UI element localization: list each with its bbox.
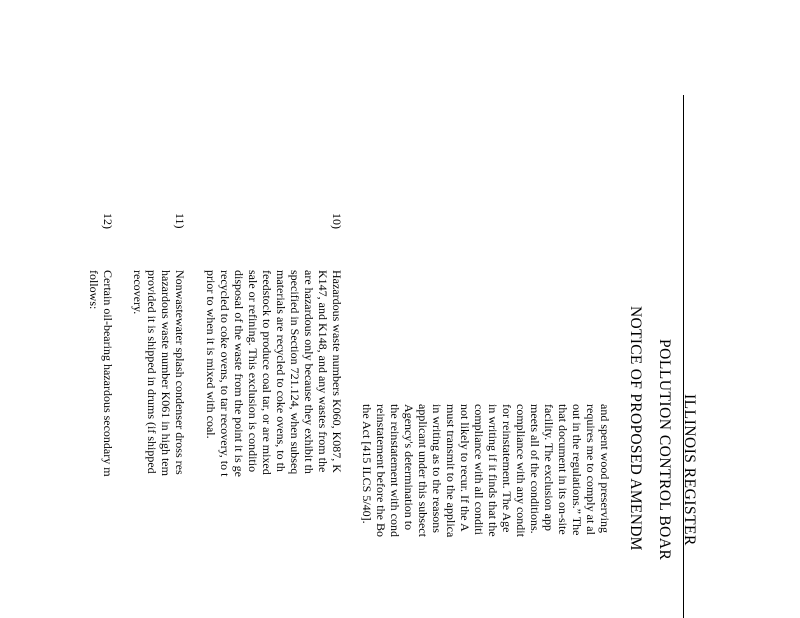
text-line: in writing if it finds that the	[486, 404, 500, 537]
text-line: and spent wood preserving	[598, 404, 612, 533]
text-line: are hazardous only because they exhibit th	[302, 270, 316, 474]
text-line: specified in Section 721.124, when subseq	[288, 270, 302, 475]
text-line: hazardous waste number K061 in high tem	[159, 270, 173, 476]
text-line: requires me to comply at al	[584, 404, 598, 535]
text-line: applicant under this subsect	[416, 404, 430, 537]
text-line: must transmit to the applica	[444, 404, 458, 538]
text-line: Certain oil-bearing hazardous secondary m	[101, 270, 115, 477]
text-line: feedstock to produce coal tar, or are mixed	[260, 270, 274, 475]
text-line: that document in its on-site	[556, 404, 570, 535]
text-line: materials are recycled to coke ovens, to th	[274, 270, 288, 472]
text-line: recycled to coke ovens, to tar recovery, to t	[218, 270, 232, 477]
text-line: disposal of the waste from the point it is ge	[232, 270, 246, 477]
text-line: Hazardous waste numbers K060, K087, K	[330, 270, 344, 473]
item-number: 10)	[330, 213, 344, 229]
text-line: compliance with any condit	[514, 404, 528, 537]
text-line: out in the regulations.” The	[570, 404, 584, 536]
text-line: provided it is shipped in drums (if shipped	[145, 270, 159, 474]
register-title: ILLINOIS REGISTER	[681, 394, 698, 546]
text-line: not likely to recur. If the A	[458, 404, 472, 532]
text-line: recovery.	[131, 270, 145, 315]
text-line: the Act [415 ILCS 5/40].	[360, 404, 374, 524]
text-line: Nonwastewater splash condenser dross res	[173, 270, 187, 475]
text-line: follows:	[87, 270, 101, 310]
text-line: the reinstatement with cond	[388, 404, 402, 537]
text-line: meets all of the conditions.	[528, 404, 542, 534]
text-line: for reinstatement. The Age	[500, 404, 514, 533]
text-line: Agency's determination to	[402, 404, 416, 531]
text-line: sale or refining. This exclusion is conditio	[246, 270, 260, 473]
text-line: compliance with all conditi	[472, 404, 486, 535]
item-number: 12)	[101, 213, 115, 229]
board-title: POLLUTION CONTROL BOAR	[656, 339, 673, 561]
text-line: prior to when it is mixed with coal.	[204, 270, 218, 439]
text-line: reinstatement before the Bo	[374, 404, 388, 537]
notice-title: NOTICE OF PROPOSED AMENDM	[627, 306, 644, 551]
text-line: K147, and K148, and any wastes from the	[316, 270, 330, 473]
text-line: in writing as to the reasons	[430, 404, 444, 533]
text-line: facility. The exclusion app	[542, 404, 556, 531]
item-number: 11)	[173, 213, 187, 229]
